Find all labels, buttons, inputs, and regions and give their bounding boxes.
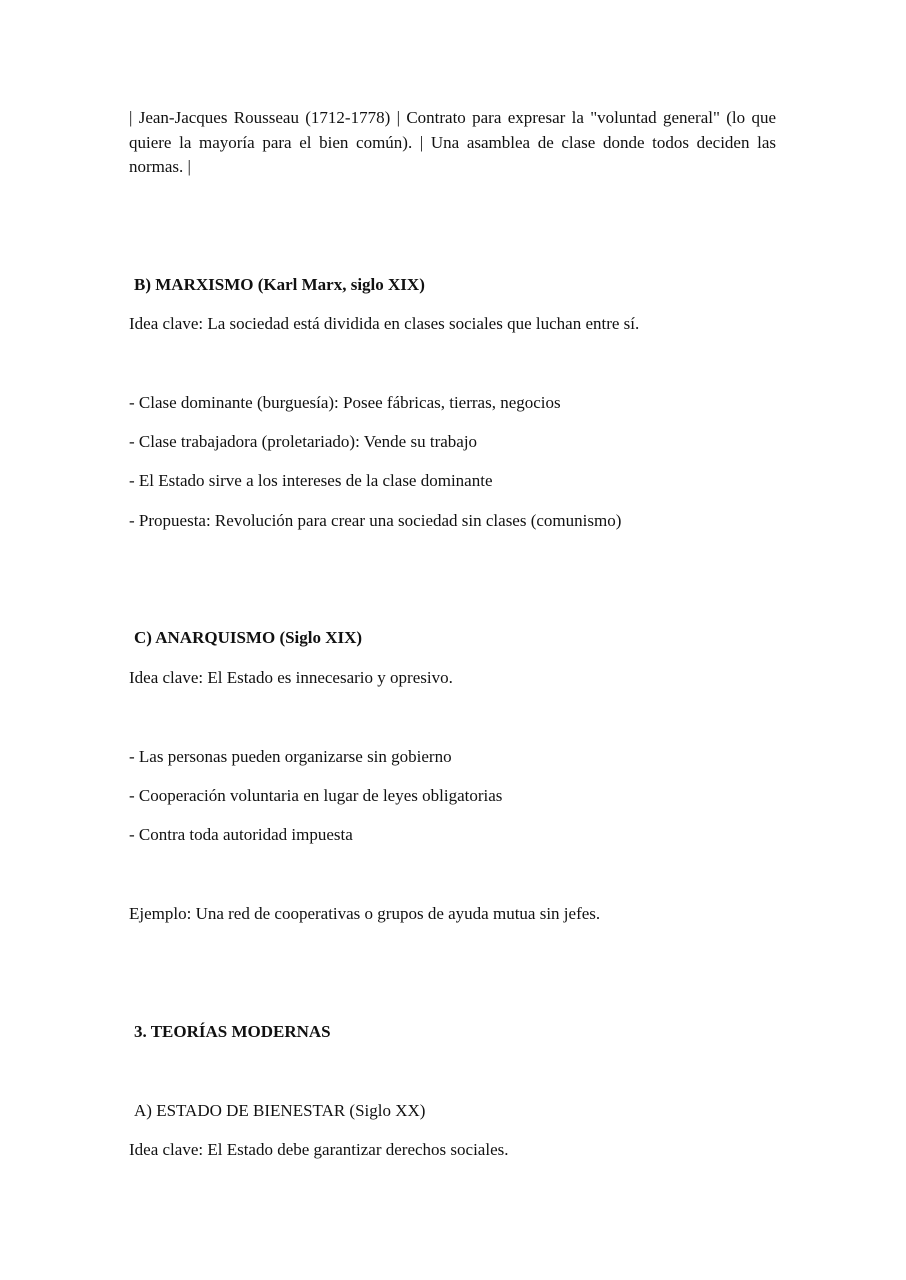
marxismo-heading: B) MARXISMO (Karl Marx, siglo XIX) bbox=[134, 275, 425, 294]
modernas-heading: 3. TEORÍAS MODERNAS bbox=[134, 1022, 331, 1041]
anarquismo-idea: Idea clave: El Estado es innecesario y opresivo. bbox=[129, 668, 453, 687]
anarquismo-heading: C) ANARQUISMO (Siglo XIX) bbox=[134, 628, 363, 647]
marxismo-idea: Idea clave: La sociedad está dividida en clases sociales que luchan entre sí. bbox=[129, 314, 640, 333]
list-item: - El Estado sirve a los intereses de la clase dominante bbox=[129, 471, 493, 490]
list-item: - Clase trabajadora (proletariado): Vende su trabajo bbox=[129, 432, 478, 451]
intro-paragraph: | Jean-Jacques Rousseau (1712-1778) | Contrato para expresar la "voluntad general" (lo que quiere la mayoría para el bien común). | Una asamblea de clase donde todos deciden las normas. | bbox=[129, 108, 776, 176]
list-item: - Las personas pueden organizarse sin gobierno bbox=[129, 747, 452, 766]
list-item: - Propuesta: Revolución para crear una sociedad sin clases (comunismo) bbox=[129, 511, 622, 530]
list-item: - Contra toda autoridad impuesta bbox=[129, 825, 353, 844]
list-item: - Cooperación voluntaria en lugar de leyes obligatorias bbox=[129, 786, 503, 805]
bienestar-idea: Idea clave: El Estado debe garantizar derechos sociales. bbox=[129, 1140, 509, 1159]
anarquismo-example: Ejemplo: Una red de cooperativas o grupos de ayuda mutua sin jefes. bbox=[129, 904, 601, 923]
list-item: - Clase dominante (burguesía): Posee fábricas, tierras, negocios bbox=[129, 393, 561, 412]
bienestar-subheading: A) ESTADO DE BIENESTAR (Siglo XX) bbox=[134, 1101, 426, 1120]
